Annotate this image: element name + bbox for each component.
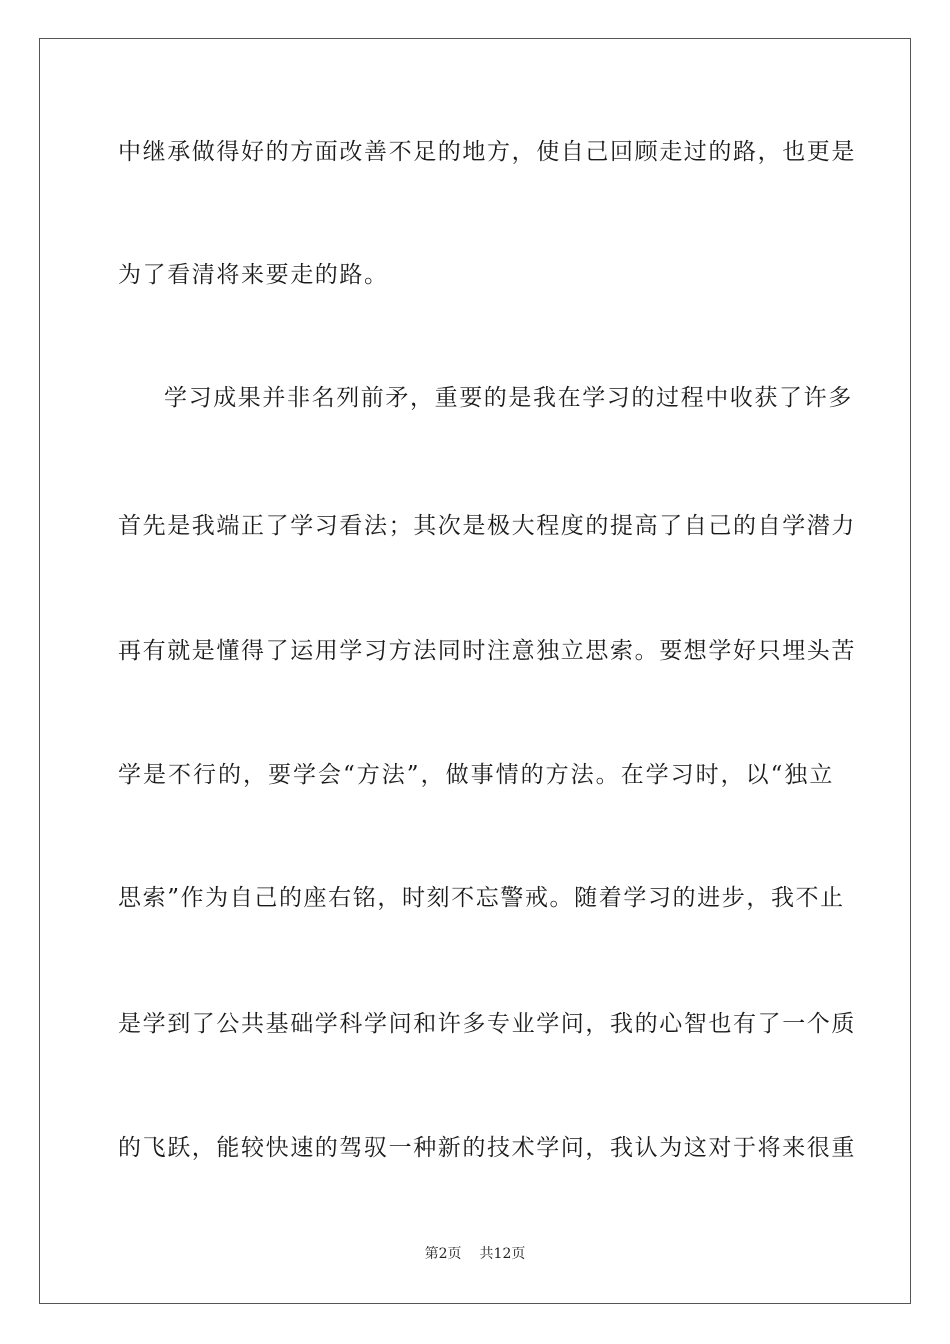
- text-line: 是学到了公共基础学科学问和许多专业学问，我的心智也有了一个质: [118, 1011, 856, 1037]
- paragraph-first-line: 学习成果并非名列前矛，重要的是我在学习的过程中收获了许多: [164, 385, 853, 411]
- text-line: 再有就是懂得了运用学习方法同时注意独立思索。要想学好只埋头苦: [118, 638, 856, 664]
- page-footer: [0, 1245, 950, 1263]
- text-line: 为了看清将来要走的路。: [118, 262, 389, 288]
- text-line: 首先是我端正了学习看法；其次是极大程度的提高了自己的自学潜力: [118, 513, 856, 539]
- text-line: 的飞跃，能较快速的驾驭一种新的技术学问，我认为这对于将来很重: [118, 1135, 856, 1161]
- text-line: 学是不行的，要学会“方法”，做事情的方法。在学习时，以“独立: [118, 762, 834, 788]
- page-total: 共12页: [479, 1246, 526, 1262]
- page-border: [39, 38, 911, 1304]
- page-number: 第2页: [424, 1246, 462, 1262]
- text-line: 中继承做得好的方面改善不足的地方，使自己回顾走过的路，也更是: [118, 139, 856, 165]
- text-line: 思索”作为自己的座右铭，时刻不忘警戒。随着学习的进步，我不止: [118, 885, 845, 911]
